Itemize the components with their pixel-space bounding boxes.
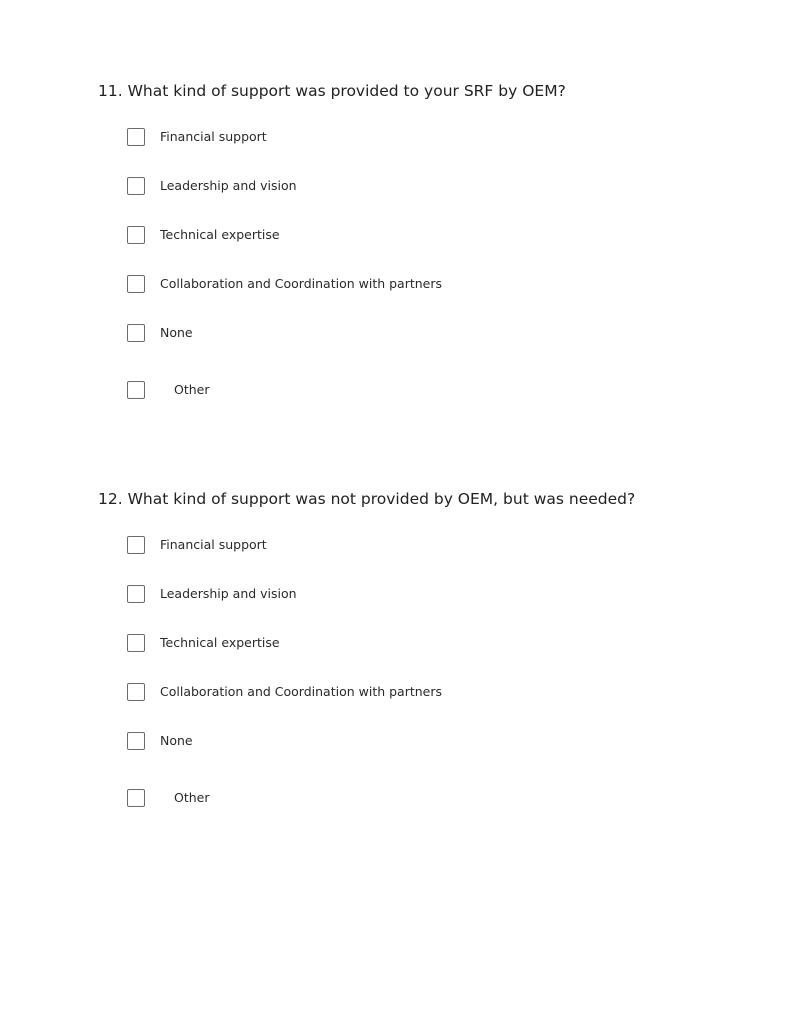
option-label: Financial support <box>160 129 267 144</box>
checkbox[interactable] <box>127 324 145 342</box>
option-collaboration-and-coordination[interactable] <box>127 274 442 294</box>
checkbox[interactable] <box>127 275 145 293</box>
option-label: Technical expertise <box>160 635 280 650</box>
option-collaboration-and-coordination[interactable] <box>127 682 442 702</box>
option-label: Financial support <box>160 537 267 552</box>
option-label: Other <box>174 790 210 805</box>
option-technical-expertise[interactable] <box>127 225 280 245</box>
checkbox[interactable] <box>127 536 145 554</box>
option-technical-expertise[interactable] <box>127 633 280 653</box>
option-label: Collaboration and Coordination with partners <box>160 276 443 291</box>
option-leadership-and-vision[interactable] <box>127 584 297 604</box>
question-title: 11. What kind of support was provided to your SRF by OEM? <box>98 82 566 100</box>
option-label: None <box>160 325 193 340</box>
option-other[interactable] <box>127 788 210 808</box>
question-12 <box>98 489 636 805</box>
option-financial-support[interactable] <box>127 127 267 147</box>
option-none[interactable] <box>127 323 193 343</box>
checkbox[interactable] <box>127 226 145 244</box>
option-label: Leadership and vision <box>160 178 297 193</box>
checkbox[interactable] <box>127 177 145 195</box>
option-label: Technical expertise <box>160 227 280 242</box>
checkbox[interactable] <box>127 789 145 807</box>
checkbox[interactable] <box>127 732 145 750</box>
checkbox[interactable] <box>127 683 145 701</box>
option-leadership-and-vision[interactable] <box>127 176 297 196</box>
option-label: None <box>160 733 193 748</box>
option-financial-support[interactable] <box>127 535 267 555</box>
option-other[interactable] <box>127 380 210 400</box>
checkbox[interactable] <box>127 128 145 146</box>
checkbox[interactable] <box>127 634 145 652</box>
checkbox[interactable] <box>127 381 145 399</box>
question-11 <box>98 81 566 397</box>
option-none[interactable] <box>127 731 193 751</box>
checkbox[interactable] <box>127 585 145 603</box>
question-title: 12. What kind of support was not provided by OEM, but was needed? <box>98 490 636 508</box>
option-label: Other <box>174 382 210 397</box>
option-label: Leadership and vision <box>160 586 297 601</box>
option-label: Collaboration and Coordination with partners <box>160 684 443 699</box>
